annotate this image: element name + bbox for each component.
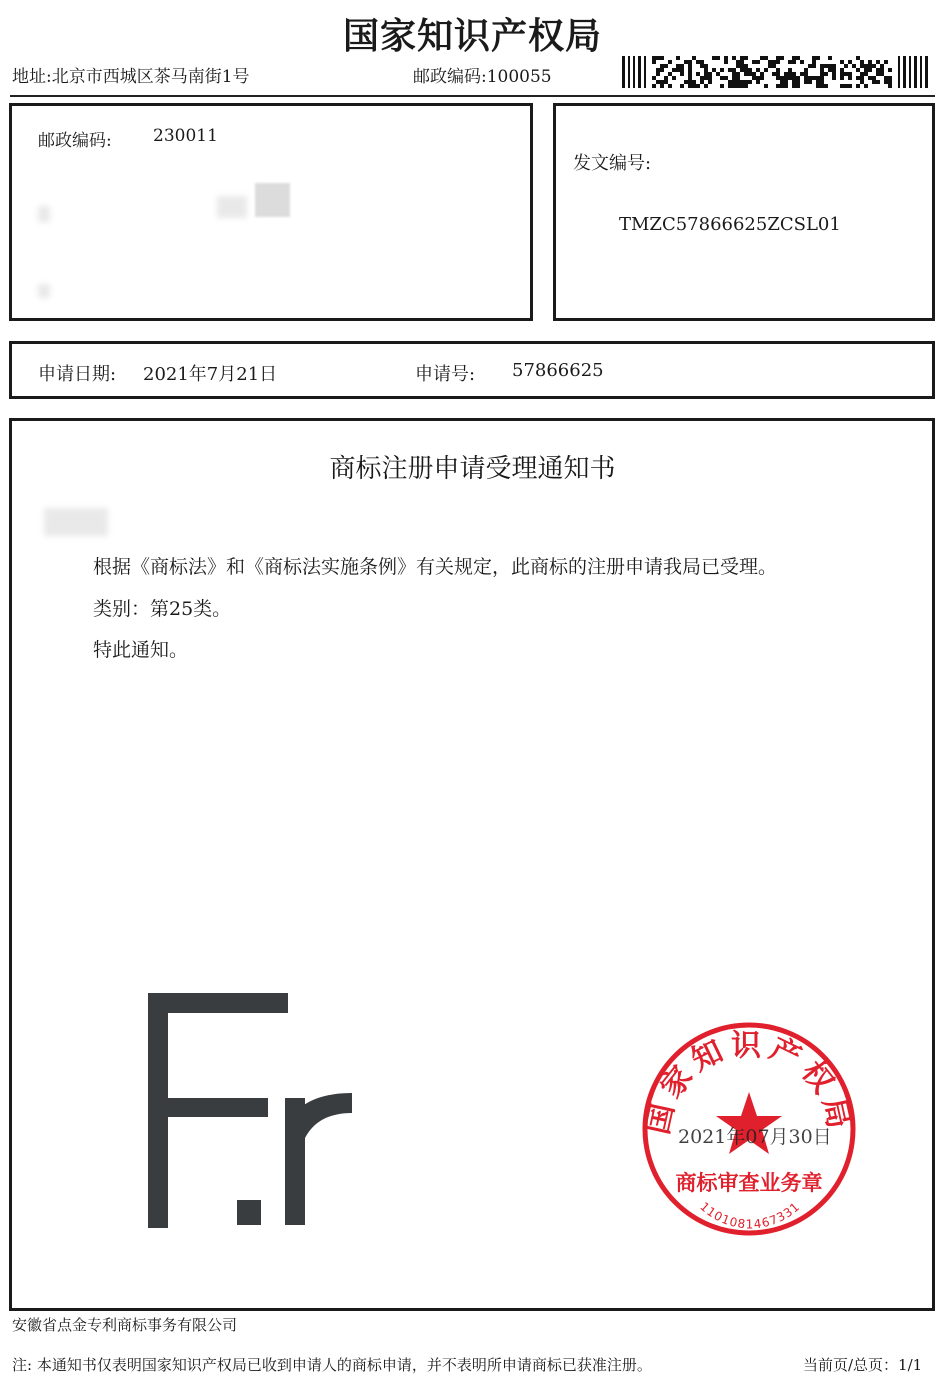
notice-closing: 特此通知。 — [93, 639, 189, 661]
redacted-block — [255, 183, 290, 217]
recipient-box — [9, 103, 533, 321]
office-address: 地址:北京市西城区茶马南街1号 — [12, 67, 250, 87]
footer-note: 注: 本通知书仅表明国家知识产权局已收到申请人的商标申请，并不表明所申请商标已获准注册。 — [12, 1356, 652, 1374]
seal-org-name: 国家知识产权局 — [640, 1028, 858, 1138]
redacted-block — [217, 196, 247, 218]
application-date: 2021年7月21日 — [143, 364, 278, 385]
seal-dept-name: 商标审查业务章 — [675, 1171, 823, 1195]
recipient-postal-code: 230011 — [153, 126, 218, 146]
page-indicator: 当前页/总页：1/1 — [803, 1356, 923, 1374]
barcode-icon — [622, 56, 930, 88]
application-number: 57866625 — [512, 360, 604, 381]
application-box — [9, 341, 935, 399]
application-date-label: 申请日期: — [38, 364, 117, 385]
redacted-address — [38, 206, 50, 222]
seal-date: 2021年07月30日 — [678, 1126, 832, 1148]
agency-name: 安徽省点金专利商标事务有限公司 — [12, 1316, 238, 1334]
notice-class: 类别：第25类。 — [93, 598, 232, 620]
notice-title: 商标注册申请受理通知书 — [329, 454, 616, 484]
header-divider — [10, 95, 935, 97]
dispatch-number: TMZC57866625ZCSL01 — [619, 214, 841, 235]
dispatch-box — [553, 103, 935, 321]
recipient-postal-label: 邮政编码: — [38, 131, 112, 151]
trademark-logo — [140, 988, 370, 1233]
dispatch-number-label: 发文编号: — [573, 153, 652, 174]
office-postal-code: 邮政编码:100055 — [413, 67, 552, 87]
application-number-label: 申请号: — [415, 364, 476, 385]
office-title: 国家知识产权局 — [342, 15, 602, 57]
redacted-recipient — [38, 284, 50, 298]
notice-paragraph: 根据《商标法》和《商标法实施条例》有关规定，此商标的注册申请我局已受理。 — [93, 556, 778, 578]
seal-code: 1101081467331 — [697, 1199, 803, 1232]
redacted-applicant — [44, 508, 108, 536]
